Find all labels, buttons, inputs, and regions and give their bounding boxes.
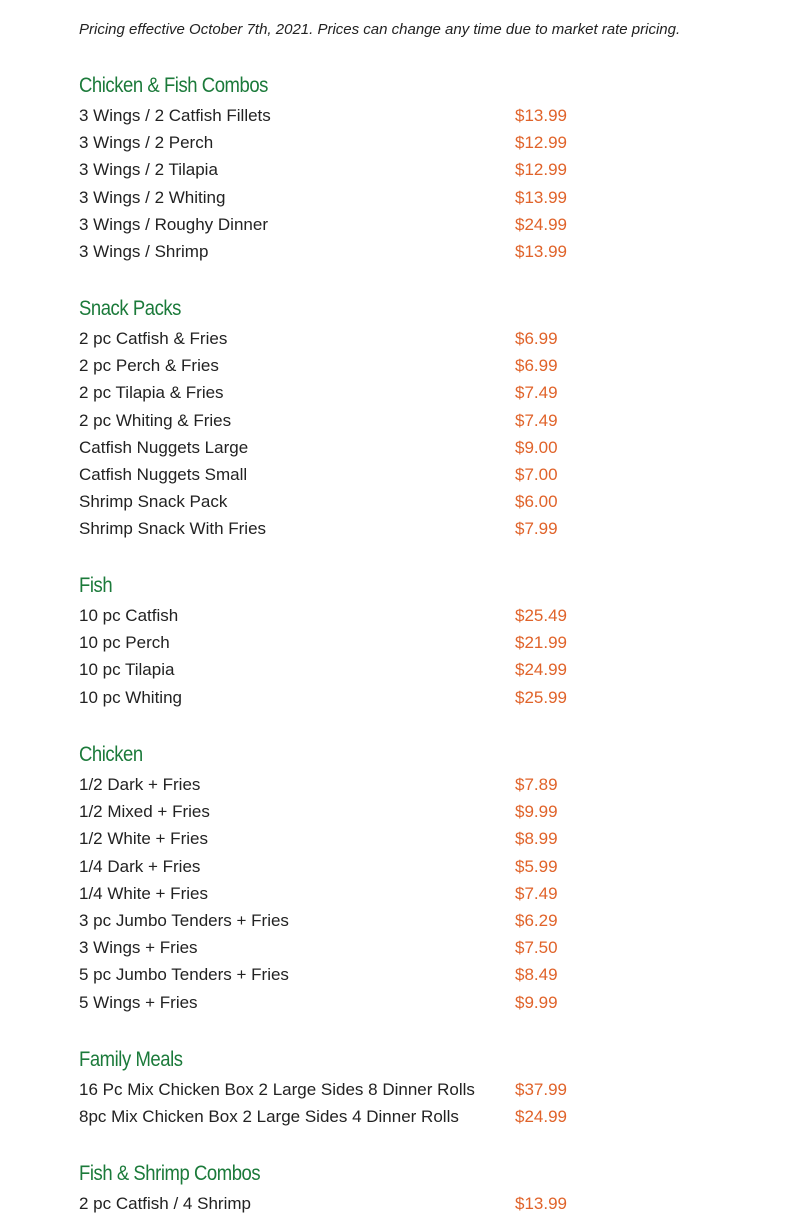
menu-item [79,379,759,406]
item-name: 10 pc Whiting [79,687,182,707]
item-price: $7.49 [515,410,558,430]
menu-item [79,102,759,129]
item-name: 1/2 Dark + Fries [79,775,201,794]
item-price: $6.29 [515,910,558,930]
menu-item [79,1103,759,1130]
item-name: 3 pc Jumbo Tenders + Fries [79,910,289,930]
item-price: $37.99 [515,1080,567,1099]
item-price: $6.00 [515,492,558,512]
item-price: $6.99 [515,356,558,376]
item-price: $7.50 [515,938,558,958]
item-name: 2 pc Perch & Fries [79,356,219,376]
menu-section [79,1045,759,1130]
menu-item [79,989,759,1016]
item-price: $9.99 [515,992,558,1012]
item-name: Shrimp Snack With Fries [79,519,267,539]
item-price: $8.99 [515,829,558,849]
item-name: 3 Wings + Fries [79,938,198,958]
item-name: 1/2 White + Fries [79,829,208,849]
menu-item [79,961,759,988]
item-price: $13.99 [515,187,567,207]
item-name: 10 pc Tilapia [79,660,175,680]
menu-item [79,771,759,798]
menu-item [79,907,759,934]
item-name: 1/2 Mixed + Fries [79,802,210,822]
menu-section [79,1159,759,1217]
menu-item [79,325,759,352]
section-title: Family Meals [79,1048,183,1071]
item-name: 3 Wings / Shrimp [79,241,209,261]
item-name: 5 pc Jumbo Tenders + Fries [79,965,289,985]
menu-section [79,294,759,543]
item-price: $7.49 [515,383,558,403]
menu-item [79,684,759,711]
item-price: $7.89 [515,775,558,794]
menu-section [79,740,759,1016]
item-list [79,771,759,1016]
menu-item [79,656,759,683]
item-name: 5 Wings + Fries [79,992,198,1012]
menu-item [79,352,759,379]
item-name: 2 pc Catfish / 4 Shrimp [79,1194,251,1213]
menu-item [79,934,759,961]
item-price: $5.99 [515,856,558,876]
menu-item [79,156,759,183]
menu-section [79,571,759,711]
item-name: 2 pc Whiting & Fries [79,410,232,430]
menu-item [79,129,759,156]
item-name: 1/4 Dark + Fries [79,856,201,876]
section-title: Chicken [79,743,143,766]
item-name: 3 Wings / 2 Whiting [79,187,226,207]
item-name: Catfish Nuggets Small [79,464,248,484]
menu-item [79,407,759,434]
pricing-notice: Pricing effective October 7th, 2021. Prices can change any time due to market rate pricing. [79,21,681,38]
item-price: $6.99 [515,329,558,348]
item-name: 2 pc Tilapia & Fries [79,383,224,403]
menu-item [79,1190,759,1217]
item-price: $25.49 [515,606,567,625]
item-list [79,1076,759,1130]
item-price: $13.99 [515,241,567,261]
section-title: Fish & Shrimp Combos [79,1162,261,1185]
section-title: Chicken & Fish Combos [79,74,268,97]
menu-item [79,434,759,461]
item-name: Catfish Nuggets Large [79,437,249,457]
menu-item [79,853,759,880]
item-list [79,602,759,711]
item-price: $13.99 [515,106,567,125]
item-name: 3 Wings / 2 Perch [79,133,214,153]
item-name: 3 Wings / Roughy Dinner [79,214,268,234]
item-name: 3 Wings / 2 Catfish Fillets [79,106,271,125]
item-price: $24.99 [515,660,567,680]
menu-item [79,825,759,852]
item-name: 2 pc Catfish & Fries [79,329,228,348]
menu-item [79,1076,759,1103]
item-price: $12.99 [515,133,567,153]
item-name: 16 Pc Mix Chicken Box 2 Large Sides 8 Dinner Rolls [79,1080,475,1099]
menu-item [79,184,759,211]
item-price: $9.00 [515,437,558,457]
item-list [79,325,759,543]
item-price: $25.99 [515,687,567,707]
menu-item [79,461,759,488]
item-price: $24.99 [515,214,567,234]
menu-item [79,880,759,907]
menu-item [79,629,759,656]
item-name: 3 Wings / 2 Tilapia [79,160,218,180]
menu-item [79,515,759,542]
item-name: Shrimp Snack Pack [79,492,228,512]
menu-item [79,488,759,515]
menu-item [79,211,759,238]
item-price: $7.00 [515,464,558,484]
item-price: $12.99 [515,160,567,180]
item-name: 1/4 White + Fries [79,883,208,903]
menu-item [79,798,759,825]
item-price: $13.99 [515,1194,567,1213]
item-list [79,1190,759,1217]
item-name: 10 pc Catfish [79,606,179,625]
menu-section [79,71,759,265]
section-title: Snack Packs [79,297,181,320]
item-price: $8.49 [515,965,558,985]
item-name: 10 pc Perch [79,633,170,653]
menu-item [79,238,759,265]
item-name: 8pc Mix Chicken Box 2 Large Sides 4 Dinner Rolls [79,1107,459,1127]
item-price: $7.49 [515,883,558,903]
item-price: $21.99 [515,633,567,653]
item-price: $7.99 [515,519,558,539]
section-title: Fish [79,574,113,597]
menu-item [79,602,759,629]
item-list [79,102,759,265]
item-price: $9.99 [515,802,558,822]
item-price: $24.99 [515,1107,567,1127]
